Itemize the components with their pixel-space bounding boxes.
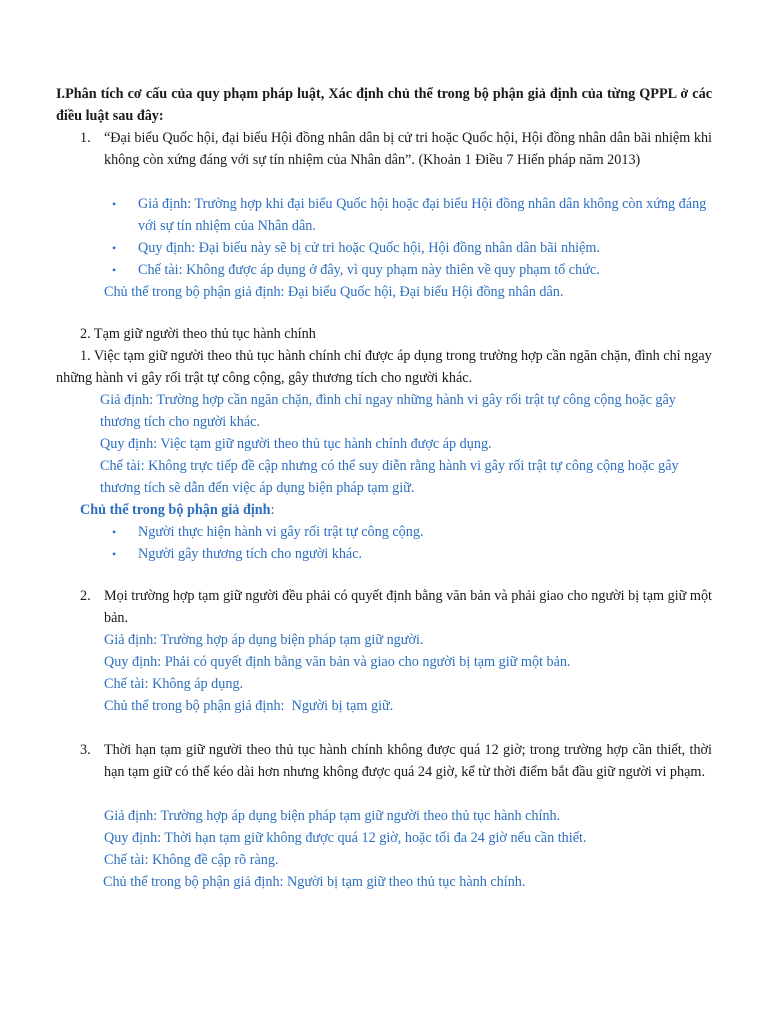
item-1-che-tai: Chế tài: Không được áp dụng ở đây, vì quy phạm này thiên về quy phạm tổ chức.: [138, 262, 600, 278]
item-2-subject: Chủ thể trong bộ phận giả định: Người bị tạm giữ.: [104, 698, 394, 714]
section-2-clause-1: 1. Việc tạm giữ người theo thủ tục hành chính chỉ được áp dụng trong trường hợp cần ngăn chặn, đình chỉ ngay những hành vi gây rối trật tự công cộng, gây thương tích cho người khác.: [56, 348, 712, 386]
item-2-che-tai: Chế tài: Không áp dụng.: [104, 676, 244, 692]
item-3-number: 3.: [80, 742, 91, 758]
bullet-icon: •: [112, 525, 117, 539]
item-3-che-tai: Chế tài: Không đề cập rõ ràng.: [104, 852, 279, 868]
item-1-gia-dinh: Giả định: Trường hợp khi đại biểu Quốc hội hoặc đại biểu Hội đồng nhân dân không còn xứng đáng với sự tín nhiệm của Nhân dân.: [138, 196, 707, 234]
item-2-quy-dinh: Quy định: Phải có quyết định bằng văn bản và giao cho người bị tạm giữ một bản.: [104, 654, 571, 670]
section-2-subject-2: Người gây thương tích cho người khác.: [138, 546, 363, 562]
subject-heading-label: Chủ thể trong bộ phận giả định: [80, 502, 271, 518]
bullet-icon: •: [112, 547, 117, 561]
item-3-quy-dinh: Quy định: Thời hạn tạm giữ không được quá 12 giờ, hoặc tối đa 24 giờ nếu cần thiết.: [104, 830, 587, 846]
section-2-gia-dinh: Giả định: Trường hợp cần ngăn chặn, đình chỉ ngay những hành vi gây rối trật tự công cộng hoặc gây thương tích cho người khác.: [100, 392, 676, 430]
item-2-number: 2.: [80, 588, 91, 604]
section-2-che-tai: Chế tài: Không trực tiếp đề cập nhưng có thể suy diễn rằng hành vi gây rối trật tự công cộng hoặc gây thương tích sẽ dẫn đến việc áp dụng biện pháp tạm giữ.: [100, 458, 679, 496]
item-2-gia-dinh: Giả định: Trường hợp áp dụng biện pháp tạm giữ người.: [104, 632, 424, 648]
bullet-icon: •: [112, 241, 117, 255]
item-3-gia-dinh: Giả định: Trường hợp áp dụng biện pháp tạm giữ người theo thủ tục hành chính.: [104, 808, 561, 824]
item-1-quy-dinh: Quy định: Đại biểu này sẽ bị cử tri hoặc Quốc hội, Hội đồng nhân dân bãi nhiệm.: [138, 240, 600, 256]
section-2-quy-dinh: Quy định: Việc tạm giữ người theo thủ tục hành chính được áp dụng.: [100, 436, 492, 452]
section-2-subject-1: Người thực hiện hành vi gây rối trật tự công cộng.: [138, 524, 424, 540]
document-heading: I.Phân tích cơ cấu của quy phạm pháp luật, Xác định chủ thể trong bộ phận giả định của từng QPPL ở các điều luật sau đây:: [56, 86, 712, 124]
item-3-subject: Chủ thể trong bộ phận giả định: Người bị tạm giữ theo thủ tục hành chính.: [103, 874, 526, 890]
item-1-quote: “Đại biểu Quốc hội, đại biểu Hội đồng nhân dân bị cử tri hoặc Quốc hội, Hội đồng nhân dân bãi nhiệm khi không còn xứng đáng với sự tín nhiệm của Nhân dân”. (Khoản 1 Điều 7 Hiến pháp năm 2013): [104, 130, 712, 168]
item-3-text: Thời hạn tạm giữ người theo thủ tục hành chính không được quá 12 giờ; trong trường hợp cần thiết, thời hạn tạm giữ có thể kéo dài hơn nhưng không được quá 24 giờ, kể từ thời điểm bắt đầu giữ người vi phạm.: [104, 742, 712, 780]
section-2-title: 2. Tạm giữ người theo thủ tục hành chính: [80, 326, 316, 342]
subject-heading-colon: :: [270, 502, 275, 518]
item-1-subject: Chủ thể trong bộ phận giả định: Đại biểu Quốc hội, Đại biểu Hội đồng nhân dân.: [104, 284, 564, 300]
item-1-number: 1.: [80, 130, 91, 146]
bullet-icon: •: [112, 197, 117, 211]
item-2-text: Mọi trường hợp tạm giữ người đều phải có quyết định bằng văn bản và phải giao cho người bị tạm giữ một bản.: [104, 588, 712, 626]
bullet-icon: •: [112, 263, 117, 277]
section-2-subject-heading: [80, 499, 712, 521]
